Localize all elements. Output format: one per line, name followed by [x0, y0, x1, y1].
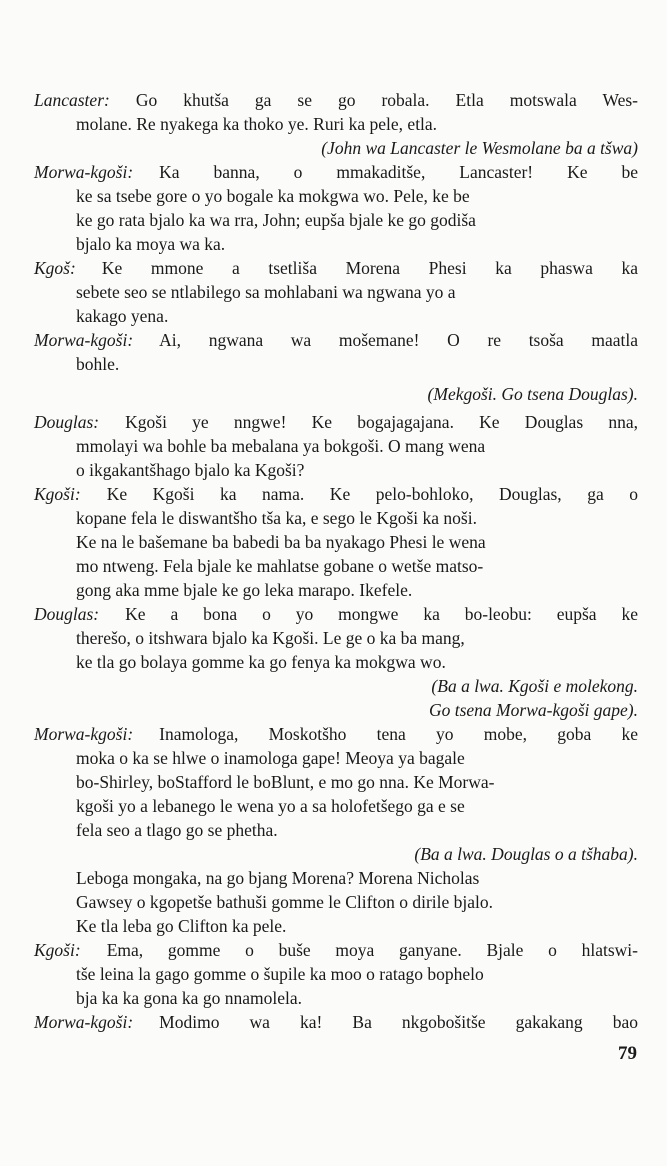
text-line: kgoši yo a lebanego le wena yo a sa holofetšego ga e se	[76, 796, 465, 816]
dialogue: Ka banna, o mmakaditše, Lancaster! Ke be	[159, 162, 638, 182]
text-line: kopane fela le diswantšho tša ka, e sego le Kgoši ka noši.	[76, 508, 477, 528]
text-line	[34, 410, 638, 434]
stage-direction: (John wa Lancaster le Wesmolane ba a tšwa)	[321, 138, 638, 158]
text-line	[34, 160, 638, 184]
dialogue: Ke mmone a tsetliša Morena Phesi ka phaswa ka	[101, 258, 638, 278]
text-line: molane. Re nyakega ka thoko ye. Ruri ka pele, etla.	[76, 114, 438, 134]
text-line: Ke na le bašemane ba babedi ba ba nyakago Phesi le wena	[76, 532, 486, 552]
dialogue: Modimo wa ka! Ba nkgobošitše gakakang bao	[159, 1012, 638, 1032]
speaker-name: Lancaster:	[34, 90, 110, 110]
dialogue: Ema, gomme o buše moya ganyane. Bjale o hlatswi-	[106, 940, 638, 960]
page-number: 79	[618, 1043, 637, 1064]
text-line: mmolayi wa bohle ba mebalana ya bokgoši. O mang wena	[76, 436, 486, 456]
speaker-name: Kgoš:	[34, 258, 76, 278]
stage-direction: (Ba a lwa. Kgoši e molekong.	[431, 676, 638, 696]
text-line	[34, 602, 638, 626]
dialogue: Kgoši ye nngwe! Ke bogajagajana. Ke Douglas nna,	[125, 412, 638, 432]
text-line: moka o ka se hlwe o inamologa gape! Meoya ya bagale	[76, 748, 465, 768]
speaker-name: Morwa-kgoši:	[34, 1012, 134, 1032]
dialogue: Ai, ngwana wa mošemane! O re tsoša maatla	[159, 330, 638, 350]
text-line: ke sa tsebe gore o yo bogale ka mokgwa wo. Pele, ke be	[76, 186, 470, 206]
text-line: mo ntweng. Fela bjale ke mahlatse gobane o wetše matso-	[76, 556, 484, 576]
text-line: bjalo ka moya wa ka.	[76, 234, 226, 254]
text-line: Gawsey o kgopetše bathuši gomme le Clifton o dirile bjalo.	[76, 892, 494, 912]
speaker-name: Morwa-kgoši:	[34, 162, 134, 182]
speaker-name: Kgoši:	[34, 940, 81, 960]
stage-direction: (Ba a lwa. Douglas o a tšhaba).	[414, 844, 638, 864]
play-text	[34, 88, 638, 1034]
speaker-name: Kgoši:	[34, 484, 81, 504]
stage-direction: Go tsena Morwa-kgoši gape).	[428, 700, 638, 720]
text-line: gong aka mme bjale ke go leka marapo. Ikefele.	[76, 580, 413, 600]
text-line	[34, 256, 638, 280]
text-line: bohle.	[76, 354, 120, 374]
text-line	[34, 482, 638, 506]
dialogue: Inamologa, Moskotšho tena yo mobe, goba ke	[159, 724, 638, 744]
stage-direction: (Mekgoši. Go tsena Douglas).	[427, 384, 638, 404]
text-line: therešo, o itshwara bjalo ka Kgoši. Le ge o ka ba mang,	[76, 628, 465, 648]
text-line: Ke tla leba go Clifton ka pele.	[76, 916, 287, 936]
text-line: tše leina la gago gomme o šupile ka moo o ratago bophelo	[76, 964, 484, 984]
text-line	[34, 938, 638, 962]
text-line: o ikgakantšhago bjalo ka Kgoši?	[76, 460, 305, 480]
text-line	[34, 722, 638, 746]
dialogue: Ke a bona o yo mongwe ka bo-leobu: eupša ke	[125, 604, 638, 624]
speaker-name: Morwa-kgoši:	[34, 330, 134, 350]
text-line: fela seo a tlago go se phetha.	[76, 820, 278, 840]
text-line	[34, 1010, 638, 1034]
speaker-name: Douglas:	[34, 604, 100, 624]
speaker-name: Morwa-kgoši:	[34, 724, 134, 744]
text-line: sebete seo se ntlabilego sa mohlabani wa ngwana yo a	[76, 282, 456, 302]
text-line: bo-Shirley, boStafford le boBlunt, e mo go nna. Ke Morwa-	[76, 772, 495, 792]
text-line	[34, 328, 638, 352]
dialogue: Ke Kgoši ka nama. Ke pelo-bohloko, Douglas, ga o	[106, 484, 638, 504]
text-line: Leboga mongaka, na go bjang Morena? Morena Nicholas	[76, 868, 480, 888]
text-line: kakago yena.	[76, 306, 169, 326]
text-line: ke tla go bolaya gomme ka go fenya ka mokgwa wo.	[76, 652, 446, 672]
speaker-name: Douglas:	[34, 412, 100, 432]
text-line: ke go rata bjalo ka wa rra, John; eupša bjale ke go godiša	[76, 210, 476, 230]
text-line: bja ka ka gona ka go nnamolela.	[76, 988, 302, 1008]
dialogue: Go khutša ga se go robala. Etla motswala Wes-	[135, 90, 638, 110]
text-line	[34, 88, 638, 112]
